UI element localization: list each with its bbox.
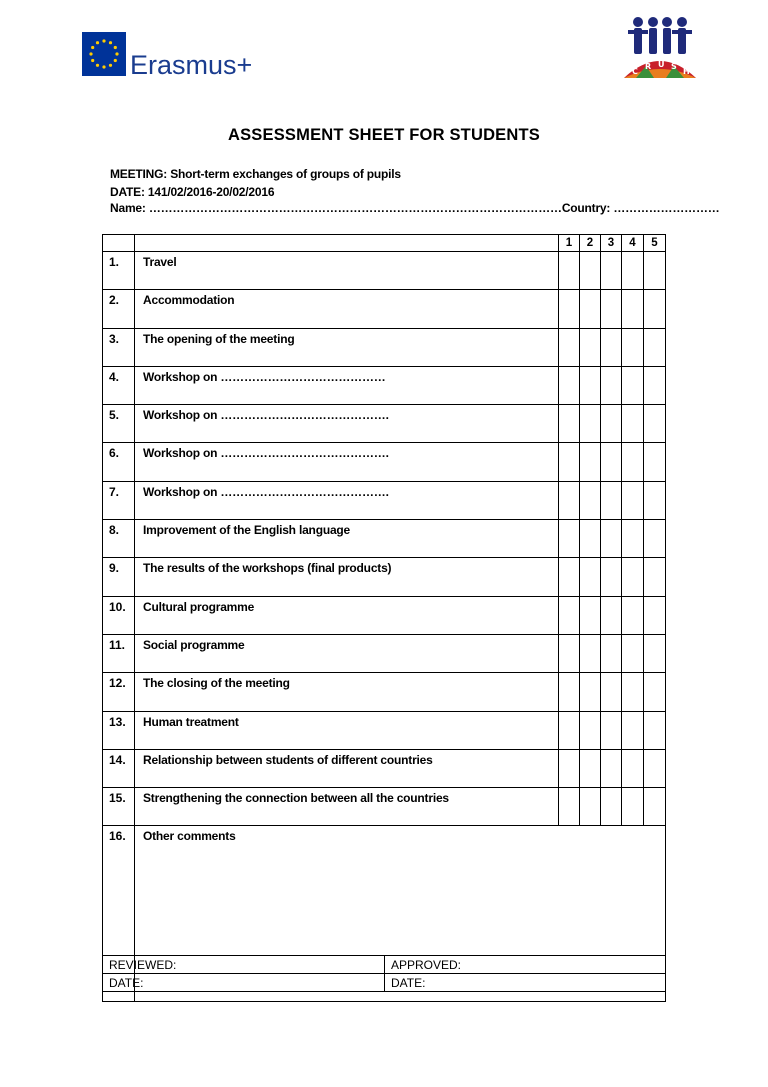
- item-label: The opening of the meeting: [135, 328, 559, 366]
- item-label: Travel: [135, 252, 559, 290]
- rating-cell-1[interactable]: [559, 673, 580, 711]
- rating-cell-2[interactable]: [580, 290, 601, 328]
- rating-cell-5[interactable]: [644, 520, 666, 558]
- crush-project-logo: [616, 14, 704, 84]
- item-label: Improvement of the English language: [135, 520, 559, 558]
- rating-cell-4[interactable]: [622, 252, 644, 290]
- item-number: 13.: [103, 711, 135, 749]
- crush-logo-letter: C: [632, 67, 638, 76]
- rating-cell-2[interactable]: [580, 711, 601, 749]
- rating-cell-2[interactable]: [580, 749, 601, 787]
- item-number: 2.: [103, 290, 135, 328]
- table-row: [103, 596, 666, 634]
- rating-cell-4[interactable]: [622, 366, 644, 404]
- item-number: 3.: [103, 328, 135, 366]
- table-row: [103, 366, 666, 404]
- item-number: 8.: [103, 520, 135, 558]
- approved-field[interactable]: APPROVED:: [385, 956, 666, 974]
- header-empty-cell: [135, 235, 559, 252]
- rating-cell-1[interactable]: [559, 520, 580, 558]
- erasmus-plus-logo: [82, 32, 253, 80]
- item-label: Workshop on …………………………………….: [135, 443, 559, 481]
- rating-cell-3[interactable]: [601, 366, 622, 404]
- rating-cell-3[interactable]: [601, 749, 622, 787]
- rating-cell-2[interactable]: [580, 366, 601, 404]
- table-row: [103, 558, 666, 596]
- rating-cell-2[interactable]: [580, 634, 601, 672]
- rating-cell-2[interactable]: [580, 443, 601, 481]
- rating-cell-4[interactable]: [622, 290, 644, 328]
- assessment-table: [102, 234, 666, 1002]
- item-label: Workshop on …………………………………….: [135, 481, 559, 519]
- table-row: [103, 443, 666, 481]
- item-number: 7.: [103, 481, 135, 519]
- rating-cell-1[interactable]: [559, 481, 580, 519]
- rating-cell-2[interactable]: [580, 596, 601, 634]
- item-number: 10.: [103, 596, 135, 634]
- item-label: Accommodation: [135, 290, 559, 328]
- rating-cell-3[interactable]: [601, 558, 622, 596]
- rating-cell-5[interactable]: [644, 749, 666, 787]
- item-label: Strengthening the connection between all the countries: [135, 788, 559, 826]
- rating-cell-5[interactable]: [644, 634, 666, 672]
- rating-cell-3[interactable]: [601, 711, 622, 749]
- item-number: 9.: [103, 558, 135, 596]
- table-row: [103, 749, 666, 787]
- item-label: Workshop on ……………………………………: [135, 366, 559, 404]
- table-row: [103, 673, 666, 711]
- item-number: 6.: [103, 443, 135, 481]
- rating-cell-4[interactable]: [622, 443, 644, 481]
- item-label: Social programme: [135, 634, 559, 672]
- rating-cell-1[interactable]: [559, 366, 580, 404]
- rating-cell-1[interactable]: [559, 558, 580, 596]
- table-row: [103, 788, 666, 826]
- rating-cell-3[interactable]: [601, 328, 622, 366]
- rating-header-2: 2: [580, 235, 601, 252]
- rating-cell-1[interactable]: [559, 252, 580, 290]
- name-country-line: Name: ……………………………………………………………………………………………Country: ………………………: [110, 201, 720, 215]
- rating-cell-1[interactable]: [559, 634, 580, 672]
- reviewed-date-field[interactable]: DATE:: [103, 974, 385, 992]
- rating-cell-5[interactable]: [644, 596, 666, 634]
- rating-header-row: [103, 235, 666, 252]
- item-label: The closing of the meeting: [135, 673, 559, 711]
- rating-cell-3[interactable]: [601, 481, 622, 519]
- rating-cell-2[interactable]: [580, 405, 601, 443]
- rating-cell-1[interactable]: [559, 443, 580, 481]
- rating-cell-3[interactable]: [601, 443, 622, 481]
- crush-logo-letter: H: [683, 67, 690, 76]
- item-number: 1.: [103, 252, 135, 290]
- rating-cell-5[interactable]: [644, 788, 666, 826]
- rating-cell-2[interactable]: [580, 788, 601, 826]
- table-row: [103, 634, 666, 672]
- rating-cell-3[interactable]: [601, 634, 622, 672]
- rating-cell-2[interactable]: [580, 252, 601, 290]
- rating-cell-2[interactable]: [580, 481, 601, 519]
- crush-logo-letter: U: [658, 60, 665, 69]
- item-number: 12.: [103, 673, 135, 711]
- table-row: [103, 481, 666, 519]
- header-empty-cell: [103, 235, 135, 252]
- rating-cell-3[interactable]: [601, 405, 622, 443]
- crush-logo-letter: R: [645, 62, 652, 71]
- rating-cell-1[interactable]: [559, 328, 580, 366]
- item-label: Cultural programme: [135, 596, 559, 634]
- table-row: [103, 405, 666, 443]
- signoff-date-row: [103, 974, 666, 992]
- item-number: 14.: [103, 749, 135, 787]
- rating-cell-4[interactable]: [622, 596, 644, 634]
- rating-cell-5[interactable]: [644, 328, 666, 366]
- rating-cell-3[interactable]: [601, 252, 622, 290]
- item-number: 16.: [103, 826, 135, 1002]
- rating-cell-3[interactable]: [601, 673, 622, 711]
- rating-cell-4[interactable]: [622, 788, 644, 826]
- approved-date-field[interactable]: DATE:: [385, 974, 666, 992]
- item-label: Workshop on …………………………………….: [135, 405, 559, 443]
- erasmus-logo-text: Erasmus+: [130, 50, 253, 80]
- rating-cell-1[interactable]: [559, 290, 580, 328]
- rating-cell-5[interactable]: [644, 405, 666, 443]
- rating-cell-4[interactable]: [622, 405, 644, 443]
- rating-cell-2[interactable]: [580, 520, 601, 558]
- table-row: [103, 711, 666, 749]
- rating-cell-2[interactable]: [580, 328, 601, 366]
- item-number: 11.: [103, 634, 135, 672]
- date-line: DATE: 141/02/2016-20/02/2016: [110, 185, 275, 199]
- rating-cell-1[interactable]: [559, 596, 580, 634]
- rating-cell-4[interactable]: [622, 673, 644, 711]
- rating-cell-5[interactable]: [644, 711, 666, 749]
- page-title: ASSESSMENT SHEET FOR STUDENTS: [227, 126, 540, 144]
- rating-cell-1[interactable]: [559, 711, 580, 749]
- rating-cell-1[interactable]: [559, 405, 580, 443]
- other-comments-field[interactable]: Other comments: [135, 826, 666, 1002]
- table-row: [103, 290, 666, 328]
- reviewed-field[interactable]: REVIEWED:: [103, 956, 385, 974]
- rating-cell-4[interactable]: [622, 328, 644, 366]
- item-number: 5.: [103, 405, 135, 443]
- rating-cell-5[interactable]: [644, 443, 666, 481]
- rating-header-4: 4: [622, 235, 644, 252]
- rating-cell-4[interactable]: [622, 749, 644, 787]
- item-number: 4.: [103, 366, 135, 404]
- rating-header-1: 1: [559, 235, 580, 252]
- rating-header-3: 3: [601, 235, 622, 252]
- rating-cell-2[interactable]: [580, 558, 601, 596]
- rating-cell-5[interactable]: [644, 673, 666, 711]
- rating-cell-3[interactable]: [601, 520, 622, 558]
- rating-cell-3[interactable]: [601, 596, 622, 634]
- rating-cell-4[interactable]: [622, 711, 644, 749]
- rating-cell-4[interactable]: [622, 520, 644, 558]
- rating-cell-1[interactable]: [559, 749, 580, 787]
- item-label: Relationship between students of different countries: [135, 749, 559, 787]
- rating-cell-4[interactable]: [622, 481, 644, 519]
- signoff-row: [103, 956, 666, 974]
- crush-logo-letter: S: [671, 62, 677, 71]
- rating-cell-2[interactable]: [580, 673, 601, 711]
- rating-header-5: 5: [644, 235, 666, 252]
- table-row: [103, 328, 666, 366]
- rating-cell-1[interactable]: [559, 788, 580, 826]
- table-row: [103, 252, 666, 290]
- rating-cell-5[interactable]: [644, 290, 666, 328]
- rating-cell-5[interactable]: [644, 558, 666, 596]
- item-number: 15.: [103, 788, 135, 826]
- table-row: [103, 520, 666, 558]
- rating-cell-5[interactable]: [644, 366, 666, 404]
- item-label: The results of the workshops (final products): [135, 558, 559, 596]
- rating-cell-5[interactable]: [644, 252, 666, 290]
- rating-cell-4[interactable]: [622, 558, 644, 596]
- rating-cell-4[interactable]: [622, 634, 644, 672]
- rating-cell-3[interactable]: [601, 290, 622, 328]
- rating-cell-5[interactable]: [644, 481, 666, 519]
- rating-cell-3[interactable]: [601, 788, 622, 826]
- meeting-line: MEETING: Short-term exchanges of groups of pupils: [110, 167, 401, 181]
- eu-flag-icon: [82, 32, 126, 76]
- item-label: Human treatment: [135, 711, 559, 749]
- signoff-table: [102, 955, 666, 992]
